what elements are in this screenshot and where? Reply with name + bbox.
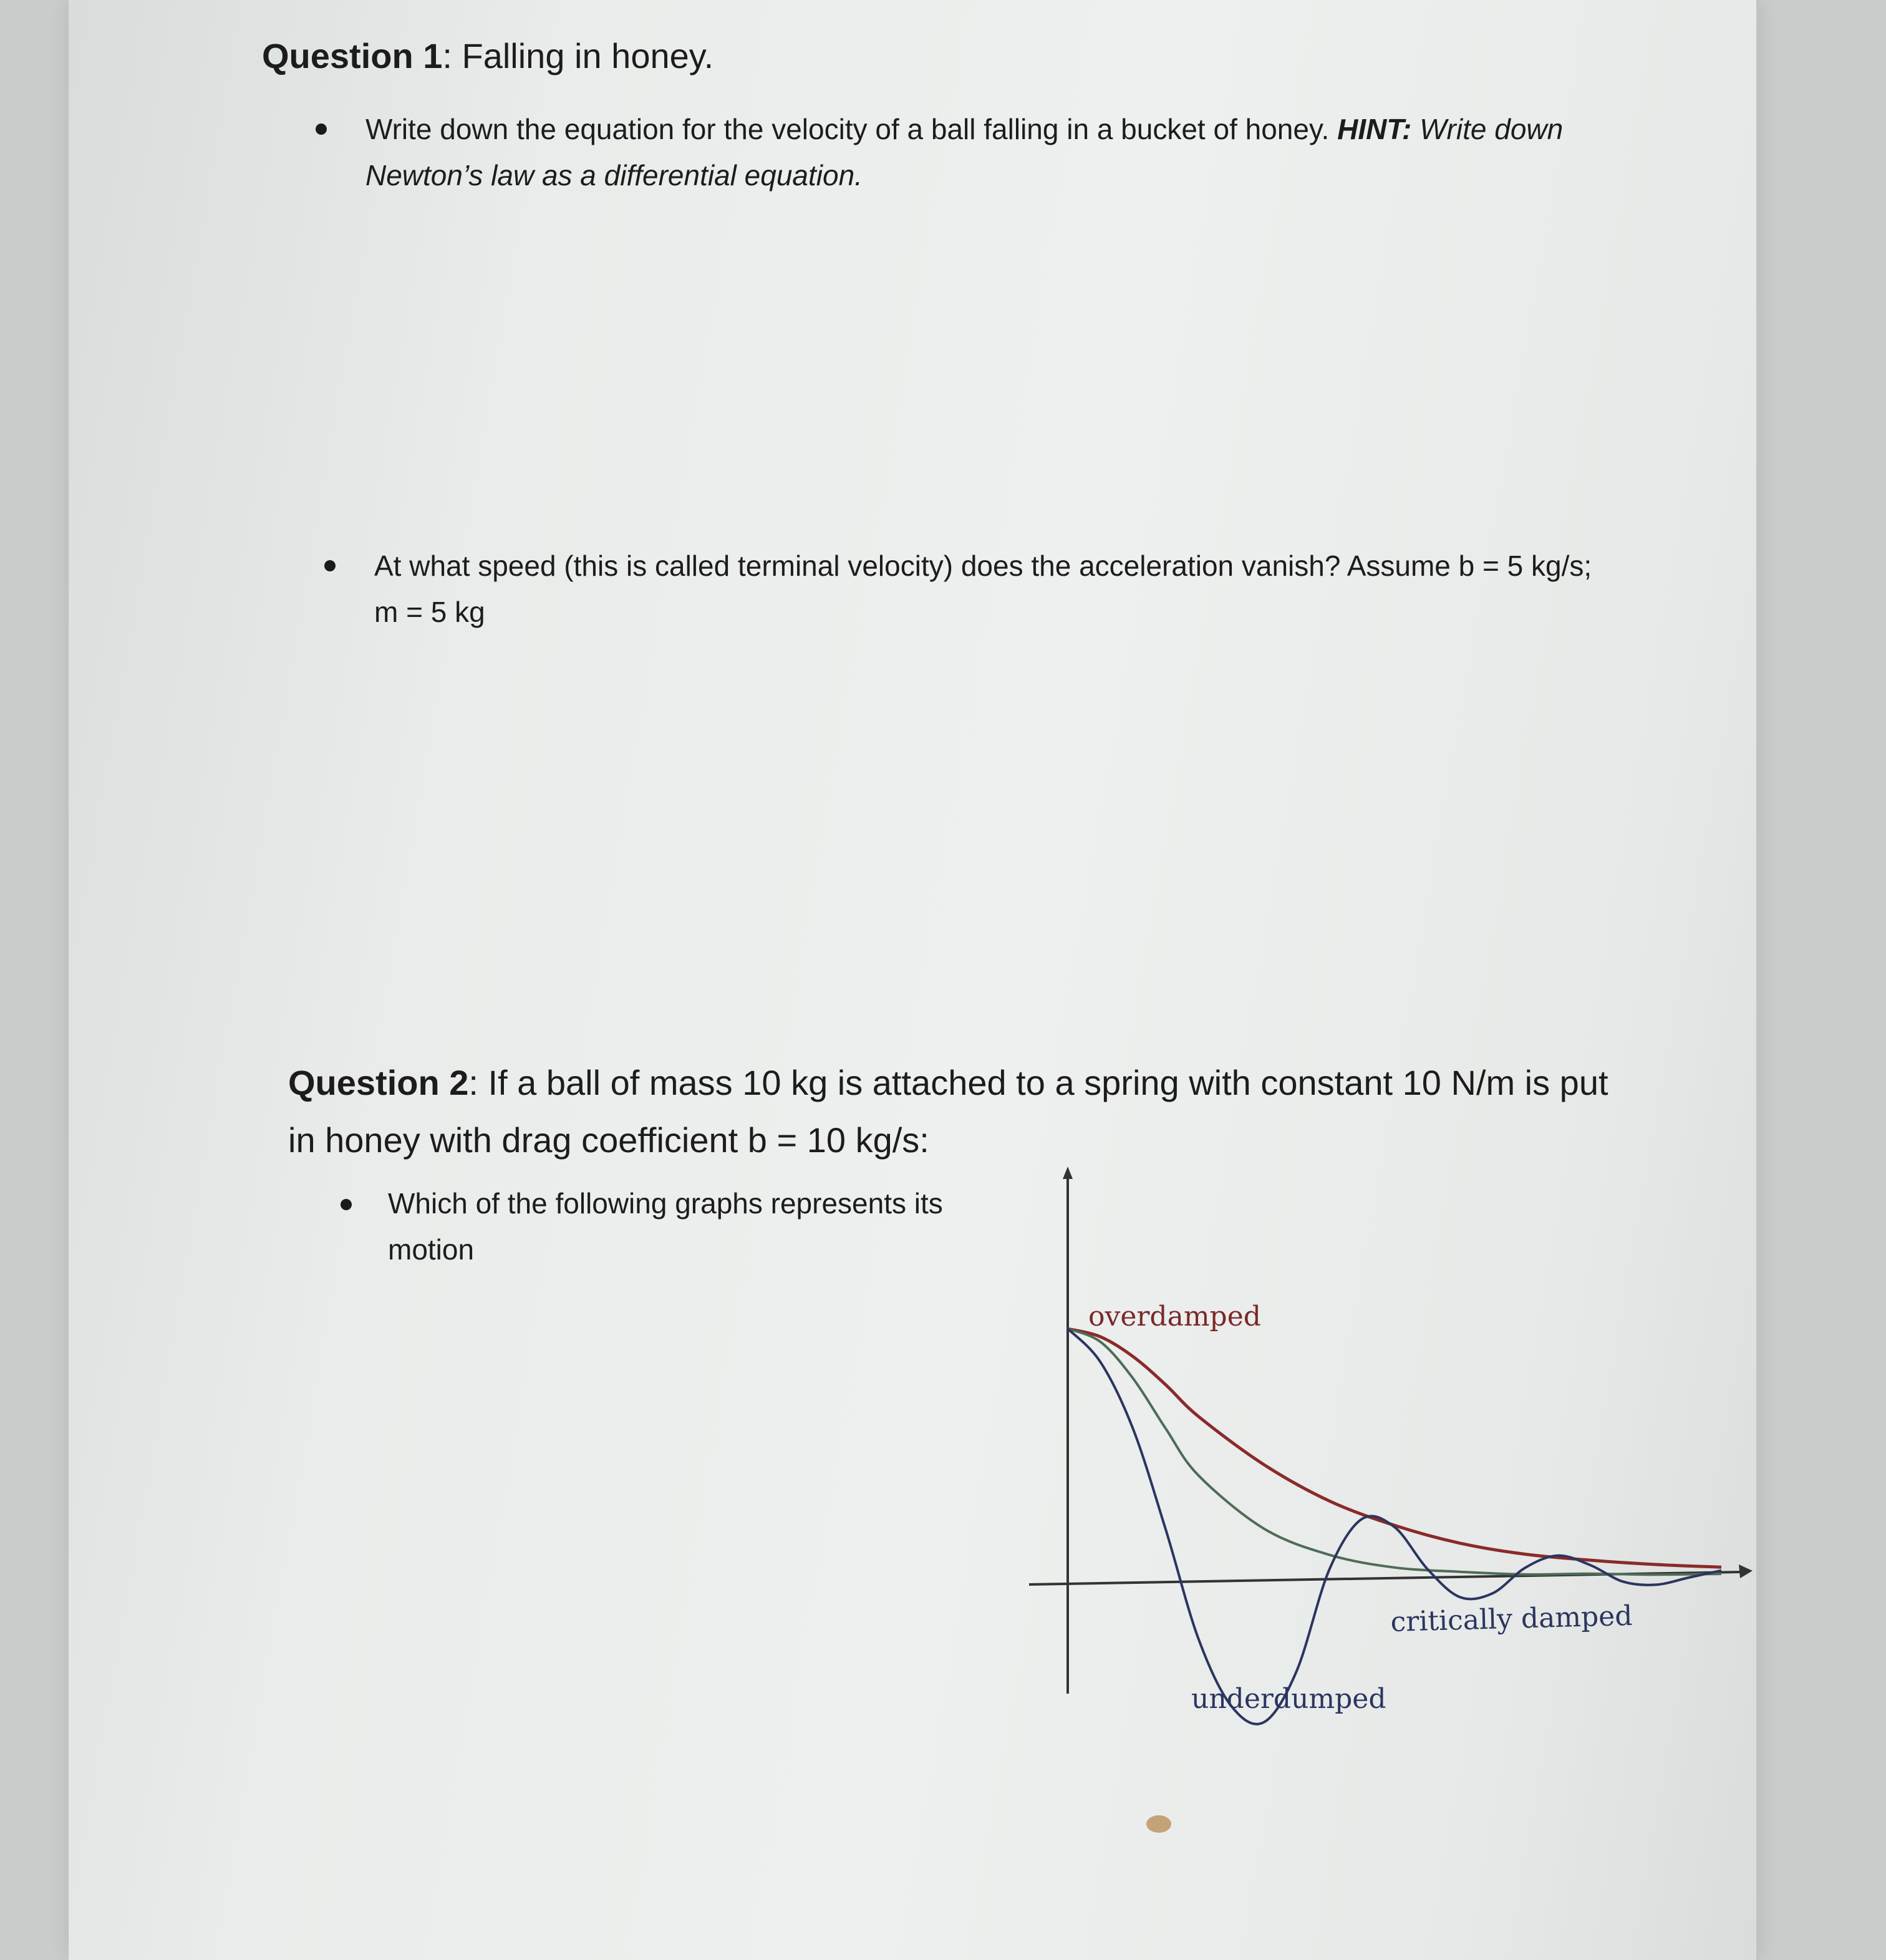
question-1-title-text: : Falling in honey.: [442, 36, 714, 75]
question-2-title-text: : If a ball of mass 10 kg is attached to a spring with constant 10 N/m is put in honey with drag coefficient b = 10 kg/s:: [288, 1063, 1608, 1160]
overdamped-label: overdamped: [1088, 1301, 1261, 1332]
hint-label: HINT:: [1337, 113, 1412, 145]
paper-stain: [1146, 1815, 1171, 1833]
question-1-label: Question 1: [262, 36, 443, 75]
hint-text: Write down Newton’s law as a differential equation.: [365, 113, 1564, 192]
y-axis-arrow: [1063, 1167, 1073, 1179]
question-1-bullet-1-text: Write down the equation for the velocity of a ball falling in a bucket of honey.: [365, 113, 1338, 145]
question-2-bullet-1: Which of the following graphs represents its motion: [388, 1187, 943, 1266]
bullet-dot: [341, 1199, 352, 1210]
question-1-bullet-1: [365, 106, 1607, 198]
underdamped-curve: [1068, 1329, 1721, 1724]
underdamped-label: underdumped: [1191, 1683, 1386, 1715]
critically-damped-curve: [1068, 1329, 1721, 1574]
bullet-dot: [324, 560, 336, 571]
question-2-label: Question 2: [288, 1063, 469, 1102]
x-axis-arrow: [1739, 1565, 1753, 1578]
question-2-title: [288, 1054, 1629, 1169]
question-1-title: [262, 34, 713, 79]
damping-graph: [1023, 1167, 1759, 1728]
bullet-dot: [316, 124, 327, 135]
question-1-bullet-2: At what speed (this is called terminal velocity) does the acceleration vanish? Assume b = 5 kg/s; m = 5 kg: [374, 550, 1592, 628]
critically-damped-label: critically damped: [1390, 1599, 1633, 1638]
